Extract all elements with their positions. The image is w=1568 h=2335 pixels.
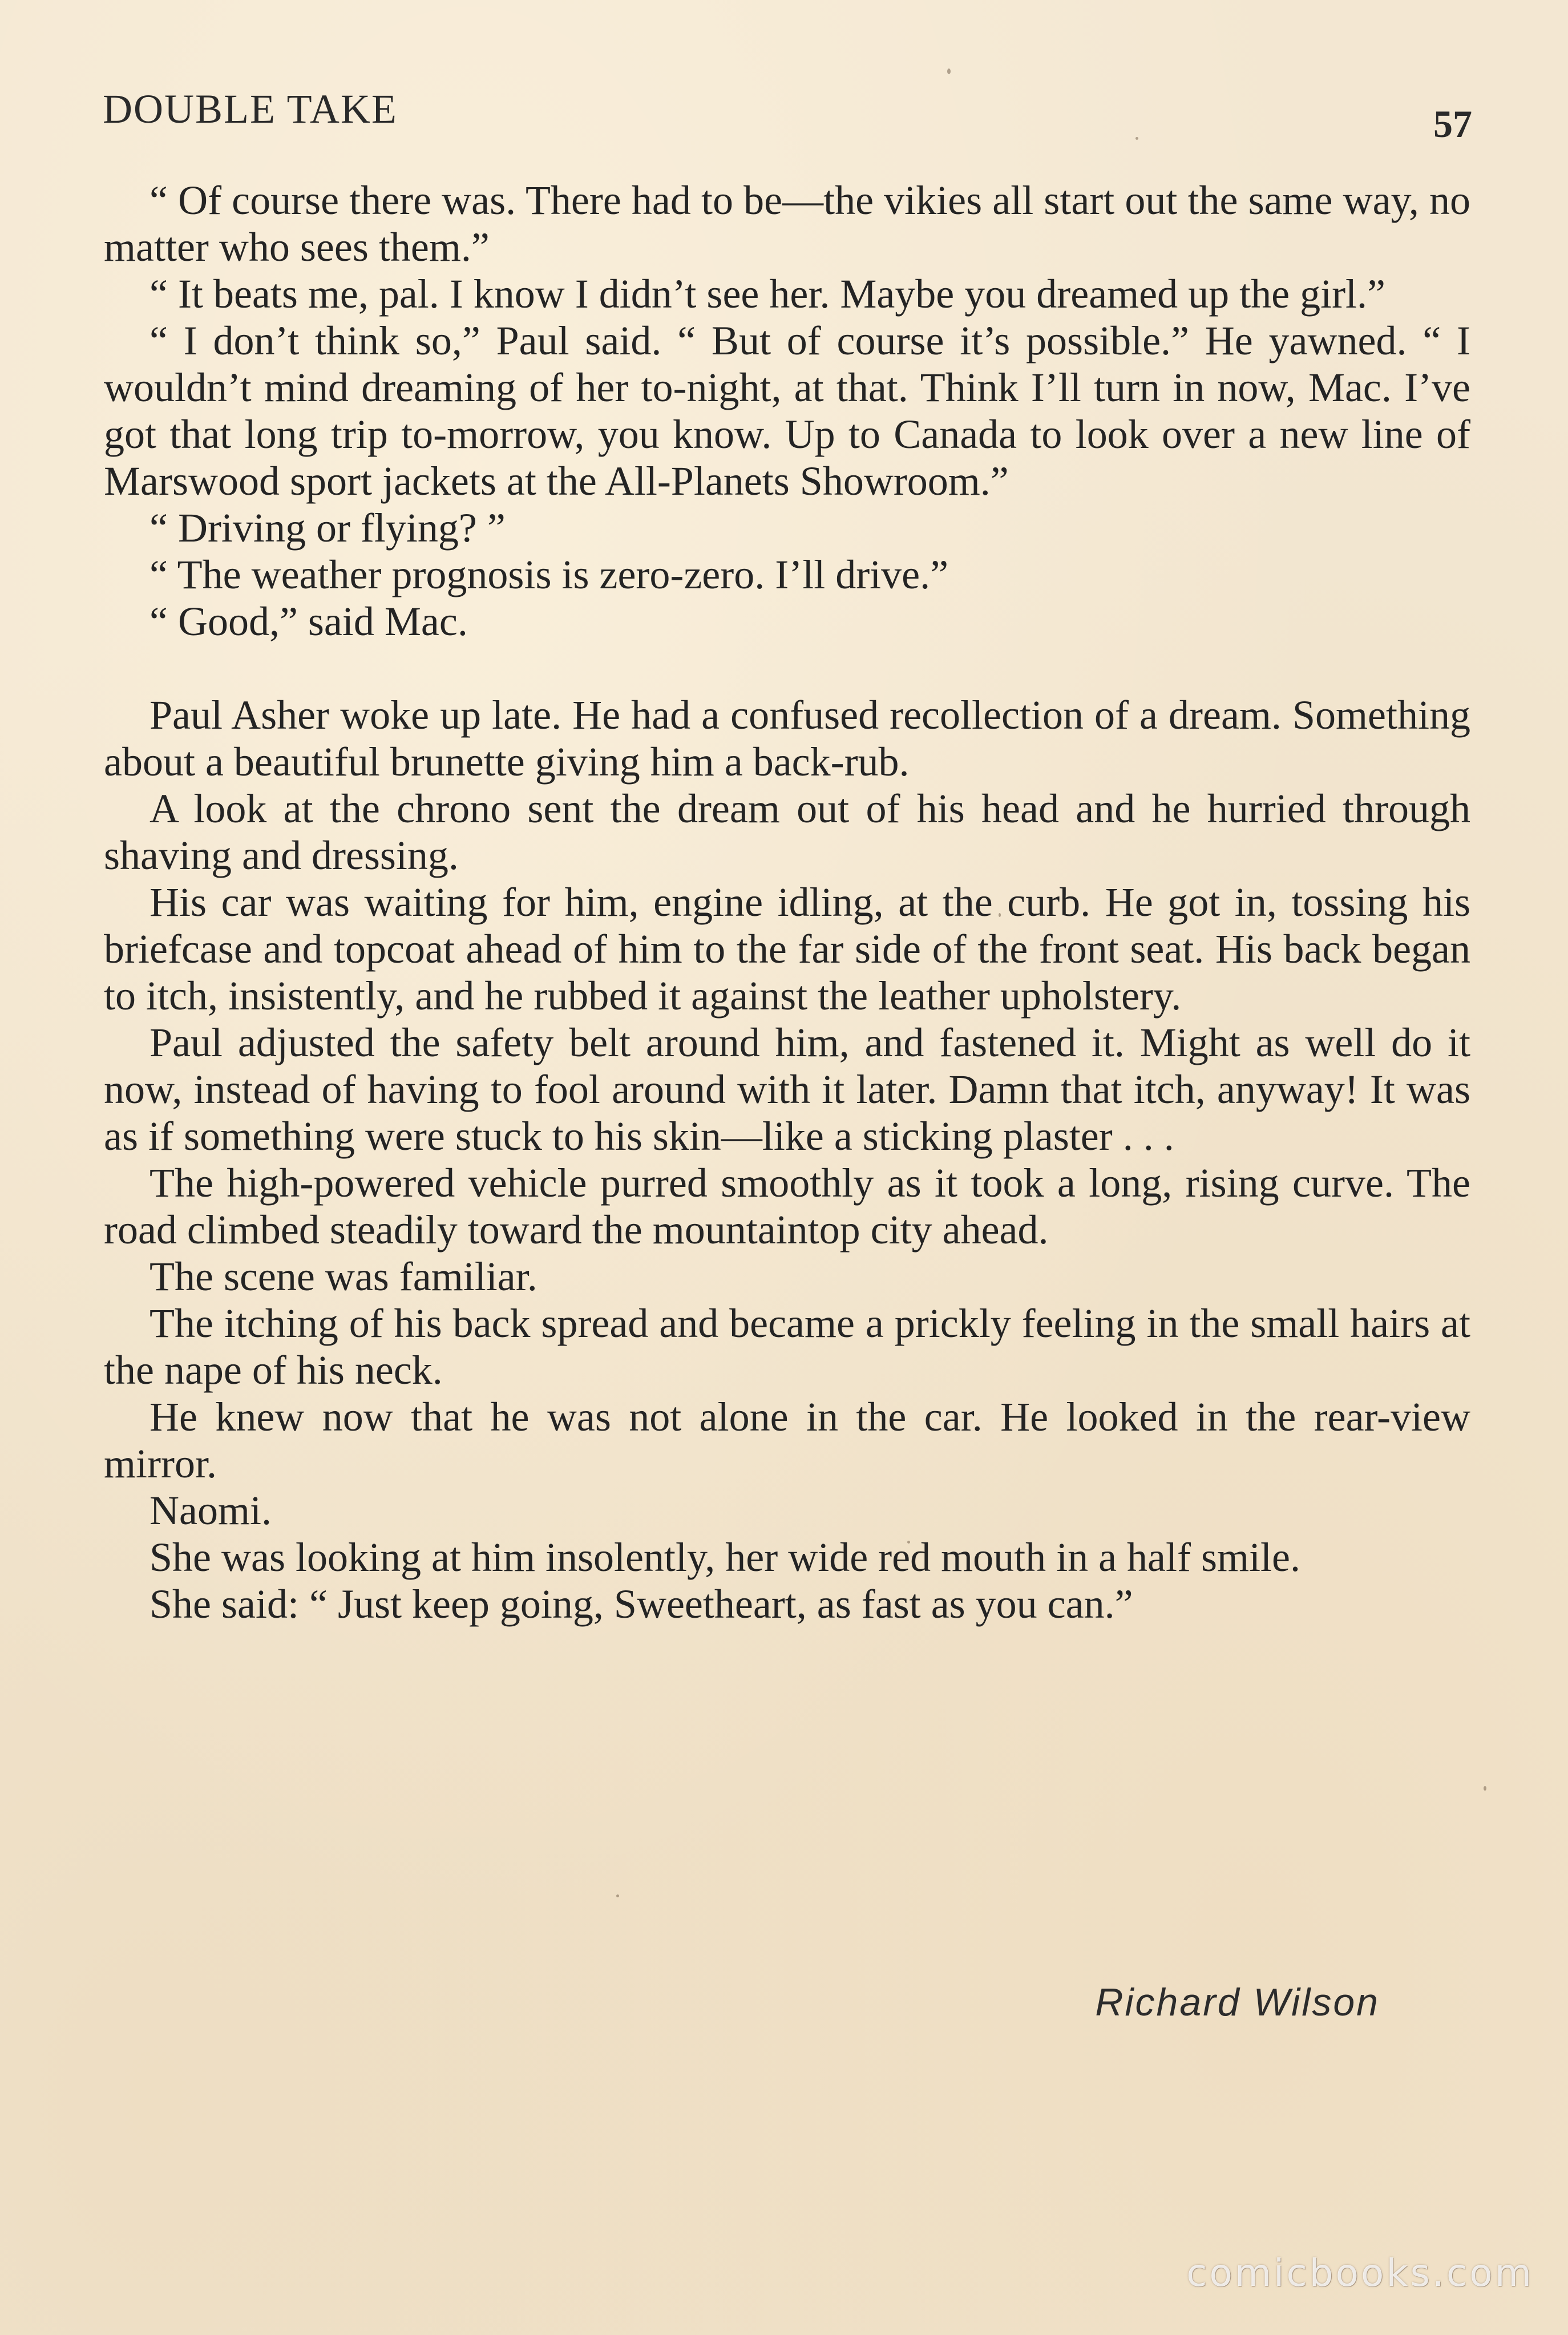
paragraph: “ Good,” said Mac. (149, 599, 468, 644)
paragraph: She was looking at him insolently, her wide red mouth in a half smile. (149, 1534, 1300, 1580)
running-head: DOUBLE TAKE (103, 86, 398, 132)
paper-speck (616, 1894, 619, 1897)
page-number: 57 (1433, 102, 1472, 146)
paper-speck (907, 1541, 910, 1544)
paragraph: “ I don’t think so,” Paul said. “ But of course it’s possible.” He yawned. “ I wouldn’t mind dreaming of her to-night, at that. Think I’ll turn in now, Mac. I’ve got that long trip to-morrow, you know. Up to Canada to look over a new line of Marswood sport jackets at the All-Planets Showroom.” (104, 318, 1470, 504)
paragraph-section-start: Paul Asher woke up late. He had a confused recollection of a dream. Something about a beautiful brunette giving him a back-rub. (104, 692, 1470, 785)
paragraph: He knew now that he was not alone in the car. He looked in the rear-view mirror. (104, 1394, 1470, 1486)
paragraph: “ Of course there was. There had to be—the vikies all start out the same way, no matter who sees them.” (104, 177, 1470, 270)
paragraph: She said: “ Just keep going, Sweetheart, as fast as you can.” (149, 1581, 1133, 1627)
story-text (104, 177, 1470, 1627)
paragraph: Paul adjusted the safety belt around him, and fastened it. Might as well do it now, instead of having to fool around with it later. Damn that itch, anyway! It was as if something were stuck to his skin—like a sticking plaster . . . (104, 1020, 1470, 1159)
paragraph: A look at the chrono sent the dream out of his head and he hurried through shaving and dressing. (104, 786, 1470, 878)
paragraph: The high-powered vehicle purred smoothly as it took a long, rising curve. The road climbed steadily toward the mountaintop city ahead. (104, 1160, 1470, 1253)
author-signature: Richard Wilson (1095, 1981, 1380, 2024)
paragraph: “ It beats me, pal. I know I didn’t see her. Maybe you dreamed up the girl.” (149, 271, 1386, 317)
site-watermark: comicbooks.com (1186, 2251, 1534, 2295)
paragraph: “ Driving or flying? ” (149, 505, 506, 551)
paper-speck (1484, 1786, 1486, 1791)
page-header (103, 86, 1472, 148)
paragraph: The scene was familiar. (149, 1254, 538, 1299)
paragraph: “ The weather prognosis is zero-zero. I’ll drive.” (149, 552, 949, 597)
paper-speck (1135, 137, 1138, 140)
paragraph: His car was waiting for him, engine idling, at the curb. He got in, tossing his briefcase and topcoat ahead of him to the far side of the front seat. His back began to itch, insistently, and he rubbed it against the leather upholstery. (104, 879, 1470, 1019)
paragraph: Naomi. (149, 1488, 272, 1533)
paragraph: The itching of his back spread and became a prickly feeling in the small hairs at the nape of his neck. (104, 1300, 1470, 1393)
paper-speck (999, 913, 1001, 917)
paper-speck (947, 68, 951, 74)
